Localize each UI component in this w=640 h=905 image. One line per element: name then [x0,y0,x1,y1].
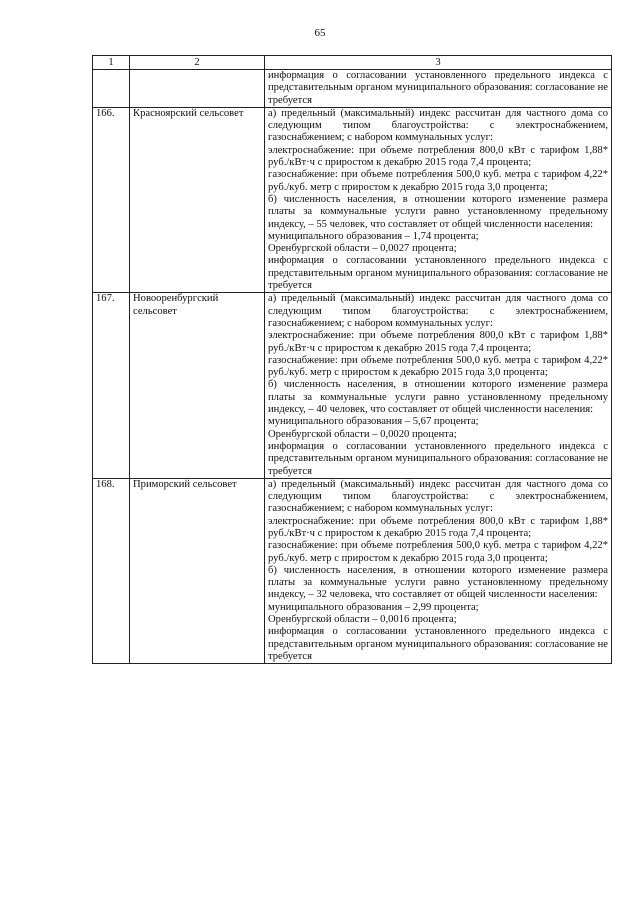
content-line: б) численность населения, в отношении которого изменение размера платы за коммунальные услуги равно установленному предельному индексу, – 55 человек, что составляет от общей численности населения: [268,193,608,230]
content-line: информация о согласовании установленного предельного индекса с представительным органом муниципального образования: согласование не требуется [268,255,608,292]
content-line: муниципального образования – 1,74 процента; [268,230,479,242]
municipality-name: Приморский сельсовет [130,478,265,663]
page-number: 65 [314,27,326,39]
content-line: Оренбургской области – 0,0027 процента; [268,243,457,255]
content-line: информация о согласовании установленного предельного индекса с представительным органом муниципального образования: согласование не требуется [268,440,608,477]
row-number: 166. [93,107,130,292]
content-line: газоснабжение: при объеме потребления 500,0 куб. метра с тарифом 4,22* руб./куб. метр с приростом к декабрю 2015 года 3,0 процента; [268,354,608,379]
table-row [93,478,612,663]
content-line: б) численность населения, в отношении которого изменение размера платы за коммунальные услуги равно установленному предельному индексу, – 32 человека, что составляет от общей численности населения: [268,564,608,601]
continuation-name-cell [130,70,265,108]
header-cell-2: 2 [130,56,265,70]
content-line: Оренбургской области – 0,0016 процента; [268,614,457,626]
continuation-row [93,70,612,108]
content-line: информация о согласовании установленного предельного индекса с представительным органом муниципального образования: согласование не требуется [268,626,608,662]
index-table [92,55,612,664]
content-line: электроснабжение: при объеме потребления 800,0 кВт с тарифом 1,88* руб./кВт·ч с приростом к декабрю 2015 года 7,4 процента; [268,515,608,539]
table-row [93,293,612,478]
content-line: муниципального образования – 5,67 процента; [268,416,479,428]
content-line: б) численность населения, в отношении которого изменение размера платы за коммунальные услуги равно установленному предельному индексу, – 40 человек, что составляет от общей численности населения: [268,379,608,416]
header-cell-1: 1 [93,56,130,70]
continuation-num-cell [93,70,130,108]
row-number: 168. [93,478,130,663]
row-number: 167. [93,293,130,478]
index-details [265,478,612,663]
index-details [265,107,612,292]
content-line: а) предельный (максимальный) индекс рассчитан для частного дома со следующим типом благоустройства: с электроснабжением, газоснабжением; с набором коммунальных услуг: [268,478,608,515]
municipality-name: Новооренбургский сельсовет [130,293,265,478]
municipality-name: Красноярский сельсовет [130,107,265,292]
content-line: Оренбургской области – 0,0020 процента; [268,428,457,440]
content-line: газоснабжение: при объеме потребления 500,0 куб. метра с тарифом 4,22* руб./куб. метр с приростом к декабрю 2015 года 3,0 процента; [268,540,608,564]
table-header-row [93,56,612,70]
content-line: а) предельный (максимальный) индекс рассчитан для частного дома со следующим типом благоустройства: с электроснабжением, газоснабжением; с набором коммунальных услуг: [268,107,608,144]
index-details [265,293,612,478]
table-row [93,107,612,292]
content-line: информация о согласовании установленного предельного индекса с представительным органом муниципального образования: согласование не требуется [268,70,608,106]
header-cell-3: 3 [265,56,612,70]
content-line: муниципального образования – 2,99 процента; [268,601,479,613]
content-line: электроснабжение: при объеме потребления 800,0 кВт с тарифом 1,88* руб./кВт·ч с приростом к декабрю 2015 года 7,4 процента; [268,144,608,169]
continuation-content-cell [265,70,612,108]
content-line: газоснабжение: при объеме потребления 500,0 куб. метра с тарифом 4,22* руб./куб. метр с приростом к декабрю 2015 года 3,0 процента; [268,169,608,193]
content-line: электроснабжение: при объеме потребления 800,0 кВт с тарифом 1,88* руб./кВт·ч с приростом к декабрю 2015 года 7,4 процента; [268,330,608,354]
content-line: а) предельный (максимальный) индекс рассчитан для частного дома со следующим типом благоустройства: с электроснабжением, газоснабжением; с набором коммунальных услуг: [268,293,608,329]
